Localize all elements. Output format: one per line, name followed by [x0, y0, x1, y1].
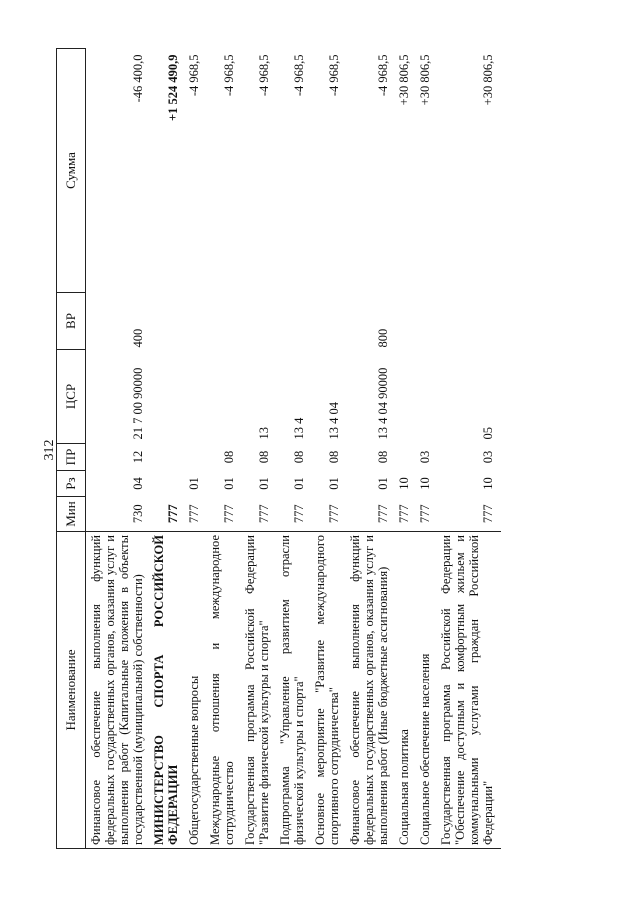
page-number: 312 [42, 439, 57, 461]
row-csr [205, 350, 240, 444]
row-sum: -4 968,5 [222, 54, 236, 97]
table-row [415, 49, 436, 849]
row-pr: 08 [257, 450, 271, 464]
row-vr [275, 293, 310, 350]
row-name: Подпрограмма "Управление развитием отрасли физической культуры и спорта" [275, 532, 310, 849]
table-row [275, 49, 310, 849]
row-csr: 21 7 00 90000 [131, 367, 145, 440]
table-row [436, 49, 501, 849]
table-row [310, 49, 345, 849]
row-vr [310, 293, 345, 350]
row-min: 777 [418, 504, 432, 524]
row-min: 777 [166, 504, 180, 524]
row-name: Государственная программа Российской Федерации "Развитие физической культуры и спорта" [240, 532, 275, 849]
row-pr [149, 444, 184, 471]
row-sum: -46 400,0 [131, 54, 145, 103]
row-rz: 01 [327, 477, 341, 490]
row-min: 777 [327, 504, 341, 524]
document-page [56, 49, 589, 849]
row-name: Социальное обеспечение населения [415, 532, 436, 849]
row-min: 730 [131, 504, 145, 524]
row-pr: 03 [418, 450, 432, 464]
row-sum: -4 968,5 [257, 54, 271, 97]
row-csr: 13 [257, 427, 271, 440]
header-csr: ЦСР [57, 350, 86, 444]
row-csr: 13 4 04 [327, 402, 341, 440]
row-name: Финансовое обеспечение выполнения функций федеральных государственных органов, оказания услуг и выполнения работ (Капитальные вложения в объекты государственной (муниципальной) собственности) [86, 532, 150, 849]
header-name: Наименование [57, 532, 86, 849]
row-min: 777 [397, 504, 411, 524]
row-name: Международные отношения и международное сотрудничество [205, 532, 240, 849]
header-pr: ПР [57, 444, 86, 471]
row-vr [394, 293, 415, 350]
budget-table [56, 48, 501, 849]
table-row [345, 49, 394, 849]
row-vr [240, 293, 275, 350]
row-name: Общегосударственные вопросы [184, 532, 205, 849]
row-sum: +30 806,5 [481, 54, 495, 106]
row-vr [184, 293, 205, 350]
row-csr: 05 [481, 427, 495, 440]
table-row [86, 49, 150, 849]
row-sum: +30 806,5 [397, 54, 411, 106]
row-rz: 01 [292, 477, 306, 490]
header-rz: Рз [57, 471, 86, 497]
row-rz: 01 [376, 477, 390, 490]
row-rz: 01 [187, 477, 201, 490]
table-row [240, 49, 275, 849]
row-name: Финансовое обеспечение выполнения функций федеральных государственных органов, оказания услуг и выполнения работ (Иные бюджетные ассигнования) [345, 532, 394, 849]
row-vr [415, 293, 436, 350]
row-pr: 03 [481, 450, 495, 464]
row-pr: 08 [327, 450, 341, 464]
row-csr [415, 350, 436, 444]
table-row [184, 49, 205, 849]
row-min: 777 [222, 504, 236, 524]
header-min: Мин [57, 497, 86, 532]
header-sum: Сумма [57, 49, 86, 293]
row-pr: 08 [292, 450, 306, 464]
row-csr [184, 350, 205, 444]
row-csr: 13 4 04 90000 [376, 367, 390, 440]
row-name: Основное мероприятие "Развитие международного спортивного сотрудничества" [310, 532, 345, 849]
row-name: Социальная политика [394, 532, 415, 849]
row-name: МИНИСТЕРСТВО СПОРТА РОССИЙСКОЙ ФЕДЕРАЦИИ [149, 532, 184, 849]
row-min: 777 [376, 504, 390, 524]
header-vr: ВР [57, 293, 86, 350]
row-sum: -4 968,5 [187, 54, 201, 97]
row-rz: 04 [131, 477, 145, 490]
table-row [394, 49, 415, 849]
row-pr: 08 [222, 450, 236, 464]
row-rz: 10 [397, 477, 411, 490]
row-csr: 13 4 [292, 417, 306, 440]
row-rz: 01 [257, 477, 271, 490]
row-rz: 10 [418, 477, 432, 490]
row-name: Государственная программа Российской Федерации "Обеспечение доступным и комфортным жильем и коммунальными услугами граждан Российской Федерации" [436, 532, 501, 849]
row-sum: -4 968,5 [376, 54, 390, 97]
row-csr [149, 350, 184, 444]
row-rz: 10 [481, 477, 495, 490]
row-vr [436, 293, 501, 350]
row-sum: +1 524 490,9 [166, 54, 180, 121]
row-vr [205, 293, 240, 350]
row-vr [149, 293, 184, 350]
row-pr: 08 [376, 450, 390, 464]
row-vr: 400 [131, 328, 145, 348]
table-header-row [57, 49, 86, 849]
row-pr: 12 [131, 450, 145, 464]
table-row [149, 49, 184, 849]
row-pr [184, 444, 205, 471]
row-sum: +30 806,5 [418, 54, 432, 106]
row-min: 777 [292, 504, 306, 524]
row-sum: -4 968,5 [292, 54, 306, 97]
table-row [205, 49, 240, 849]
row-sum: -4 968,5 [327, 54, 341, 97]
row-vr: 800 [376, 328, 390, 348]
row-min: 777 [257, 504, 271, 524]
row-rz: 01 [222, 477, 236, 490]
row-csr [394, 350, 415, 444]
row-pr [394, 444, 415, 471]
row-min: 777 [187, 504, 201, 524]
row-rz [149, 471, 184, 497]
row-min: 777 [481, 504, 495, 524]
